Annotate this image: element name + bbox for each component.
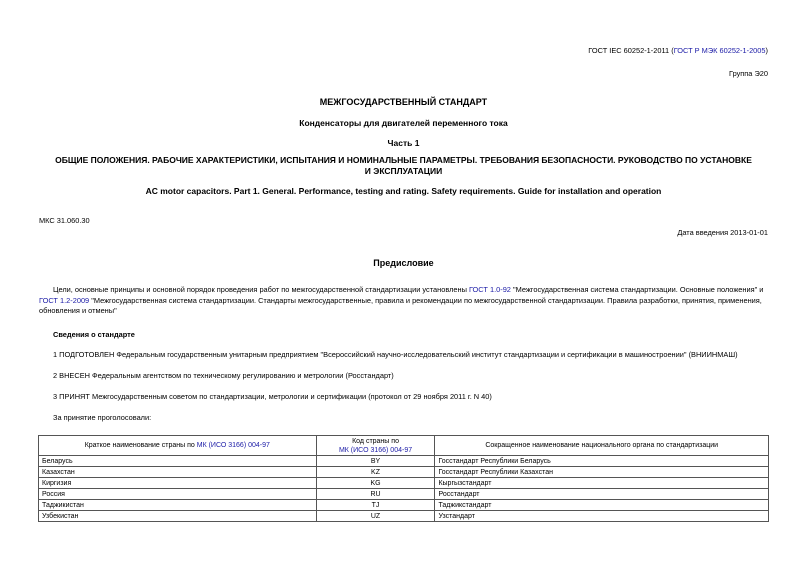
voted-label: За принятие проголосовали: [53, 413, 152, 422]
column-header-code: Код страны по МК (ИСО 3166) 004-97 [316, 436, 435, 456]
info-item-3: 3 ПРИНЯТ Межгосударственным советом по стандартизации, метрологии и сертификации (протокол от 29 ноября 2011 г. N 40) [53, 392, 492, 401]
code-cell: KG [316, 478, 435, 489]
table-header-row [39, 436, 769, 456]
table-row [39, 456, 769, 467]
body-cell: Кыргызстандарт [435, 478, 769, 489]
table-row [39, 511, 769, 522]
standard-type-heading: МЕЖГОСУДАРСТВЕННЫЙ СТАНДАРТ [319, 97, 488, 107]
doc-code: ГОСТ IEC 60252-1-2011 [588, 46, 670, 55]
column-header-body: Сокращенное наименование национального органа по стандартизации [435, 436, 769, 456]
country-cell: Узбекистан [39, 511, 317, 522]
group-label: Группа Э20 [728, 69, 768, 78]
body-cell: Таджикстандарт [435, 500, 769, 511]
code-cell: UZ [316, 511, 435, 522]
table-row [39, 500, 769, 511]
body-cell: Госстандарт Республики Беларусь [435, 456, 769, 467]
linked-standard-link[interactable]: ГОСТ Р МЭК 60252-1-2005 [673, 46, 766, 55]
voting-countries-table [38, 435, 769, 522]
table-row [39, 489, 769, 500]
code-cell: KZ [316, 467, 435, 478]
code-cell: TJ [316, 500, 435, 511]
subtitle-line-1: ОБЩИЕ ПОЛОЖЕНИЯ. РАБОЧИЕ ХАРАКТЕРИСТИКИ, ИСПЫТАНИЯ И НОМИНАЛЬНЫЕ ПАРАМЕТРЫ. ТРЕБОВАНИЯ БЕЗОПАСНОСТИ. РУКОВОДСТВО ПО УСТАНОВКЕ [55, 155, 752, 165]
body-cell: Узстандарт [435, 511, 769, 522]
effective-date: Дата введения 2013-01-01 [677, 228, 768, 237]
standard-info-heading: Сведения о стандарте [53, 330, 135, 339]
document-reference: ГОСТ IEC 60252-1-2011 (ГОСТ Р МЭК 60252-1-2005) [588, 46, 768, 55]
foreword-heading: Предисловие [373, 258, 434, 268]
country-cell: Россия [39, 489, 317, 500]
info-item-1: 1 ПОДГОТОВЛЕН Федеральным государственным унитарным предприятием "Всероссийский научно-исследовательский институт стандартизации и сертификации в машиностроении" (ВНИИНМАШ) [53, 350, 738, 359]
code-cell: BY [316, 456, 435, 467]
gost-1-0-92-link[interactable]: ГОСТ 1.0-92 [468, 285, 511, 294]
body-cell: Госстандарт Республики Казахстан [435, 467, 769, 478]
gost-1-2-2009-link[interactable]: ГОСТ 1.2-2009 [39, 295, 90, 305]
mks-code: МКС 31.060.30 [39, 216, 90, 225]
column-header-country: Краткое наименование страны по МК (ИСО 3166) 004-97 [39, 436, 317, 456]
english-title: AC motor capacitors. Part 1. General. Performance, testing and rating. Safety requirements. Guide for installation and operation [145, 186, 662, 196]
mk-iso-3166-link[interactable]: МК (ИСО 3166) 004-97 [196, 442, 270, 449]
subtitle-line-2: И ЭКСПЛУАТАЦИИ [364, 166, 443, 176]
code-cell: RU [316, 489, 435, 500]
country-cell: Киргизия [39, 478, 317, 489]
foreword-paragraph: Цели, основные принципы и основной порядок проведения работ по межгосударственной стандартизации установлены ГОСТ 1.0-92 "Межгосударственная система стандартизации. Основные положения" и ГОСТ 1.2-2009 "Межгосударственная система стандартизации. Стандарты межгосударственные, правила и рекомендации по межгосударственной стандартизации. Правила разработки, принятия, применения, обновления и отмены" [39, 285, 764, 315]
country-cell: Казахстан [39, 467, 317, 478]
country-cell: Беларусь [39, 456, 317, 467]
mk-iso-3166-link[interactable]: МК (ИСО 3166) 004-97 [338, 446, 413, 454]
table-row [39, 478, 769, 489]
body-cell: Росстандарт [435, 489, 769, 500]
info-item-2: 2 ВНЕСЕН Федеральным агентством по техническому регулированию и метрологии (Росстандарт) [53, 371, 394, 380]
part-label: Часть 1 [387, 138, 420, 148]
table-row [39, 467, 769, 478]
standard-name: Конденсаторы для двигателей переменного тока [299, 118, 508, 128]
country-cell: Таджикистан [39, 500, 317, 511]
